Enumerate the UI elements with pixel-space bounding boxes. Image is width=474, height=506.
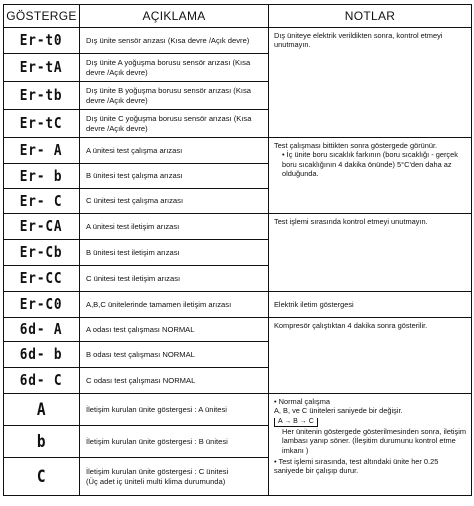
indicator-code: Er-CC — [20, 269, 63, 287]
note-text: Kompresör çalıştıktan 4 dakika sonra gösterilir. — [274, 321, 428, 330]
description-cell: B odası test çalışması NORMAL — [80, 342, 269, 368]
table-row — [4, 292, 472, 318]
description-cell: A odası test çalışması NORMAL — [80, 318, 269, 342]
note-cell — [269, 394, 472, 496]
description-cell: Dış ünite B yoğuşma borusu sensör arızası (Kısa devre /Açık devre) — [80, 82, 269, 110]
indicator-code: A — [36, 399, 47, 420]
description-cell: B ünitesi test iletişim arızası — [80, 240, 269, 266]
note-cell — [269, 138, 472, 214]
indicator-code: b — [36, 431, 47, 452]
indicator-code: 6d- A — [20, 320, 63, 338]
note-text: • İç ünite boru sıcaklık farkının (boru sıcaklığı - gerçek boru sıcaklığının 4 dakika önünde) 5°C'den daha az olduğunda. — [282, 150, 458, 179]
description-cell: Dış ünite C yoğuşma borusu sensör arızası (Kısa devre /Açık devre) — [80, 110, 269, 138]
description-cell: A ünitesi test çalışma arızası — [80, 138, 269, 164]
note-text: Test çalışması bittikten sonra göstergede görünür. — [274, 141, 438, 150]
indicator-code: Er- A — [20, 141, 63, 159]
description-cell: Dış ünite A yoğuşma borusu sensör arızası (Kısa devre /Açık devre) — [80, 54, 269, 82]
table-row — [4, 214, 472, 240]
indicator-code: 6d- b — [20, 345, 63, 363]
note-cell — [269, 28, 472, 138]
indicator-code: Er- C — [20, 191, 63, 210]
table-row — [4, 138, 472, 164]
note-text: • Test işlemi sırasında, test altındaki ünite her 0.25 saniyede bir çalışıp durur. — [274, 457, 439, 476]
note-text: Dış üniteye elektrik verildikten sonra, kontrol etmeyi unutmayın. — [274, 31, 443, 50]
description-cell: Dış ünite sensör arızası (Kısa devre /Açık devre) — [80, 28, 269, 54]
note-cell — [269, 292, 472, 318]
header-notes: NOTLAR — [269, 5, 472, 28]
description-cell: C odası test çalışması NORMAL — [80, 368, 269, 394]
header-row — [4, 5, 472, 28]
sequence-diagram: A → B → C — [274, 418, 318, 427]
header-description: AÇIKLAMA — [80, 5, 269, 28]
note-cell — [269, 318, 472, 394]
description-cell: A,B,C ünitelerinde tamamen iletişim arızası — [80, 292, 269, 318]
description-cell — [80, 458, 269, 496]
note-cell — [269, 214, 472, 292]
description-cell: İletişim kurulan ünite göstergesi : B ünitesi — [80, 426, 269, 458]
table-row — [4, 394, 472, 426]
note-text: A, B, ve C üniteleri saniyede bir değişir. — [274, 406, 403, 416]
indicator-code: Er-tA — [20, 58, 63, 76]
description-cell: A ünitesi test iletişim arızası — [80, 214, 269, 240]
indicator-code: Er-t0 — [20, 31, 63, 49]
header-indicator: GÖSTERGE — [4, 5, 80, 28]
indicator-code: 6d- C — [20, 371, 63, 389]
indicator-code: Er-tb — [20, 86, 63, 104]
note-text: Elektrik iletim göstergesi — [274, 299, 354, 309]
note-text: Her ünitenin göstergede gösterilmesinden sonra, iletişim lambası yanıp söner. (İleşitim durumunu kontrol etme imkanı ) — [282, 426, 467, 455]
table-row — [4, 318, 472, 342]
description-line: (Üç adet iç üniteli multi klima durumunda) — [86, 476, 226, 486]
indicator-code: Er- b — [20, 166, 63, 185]
indicator-code: Er-Cb — [20, 243, 63, 261]
description-cell: İletişim kurulan ünite göstergesi : A ünitesi — [80, 394, 269, 426]
indicator-code: C — [36, 466, 47, 487]
indicator-code: Er-tC — [20, 114, 63, 132]
description-cell: C ünitesi test çalışma arızası — [80, 189, 269, 214]
description-cell: B ünitesi test çalışma arızası — [80, 164, 269, 189]
description-cell: C ünitesi test iletişim arızası — [80, 266, 269, 292]
error-code-table — [3, 4, 472, 496]
note-text: • Normal çalışma — [274, 397, 330, 406]
description-line: İletişim kurulan ünite göstergesi : C ünitesi — [86, 466, 229, 476]
indicator-code: Er-CA — [20, 217, 63, 235]
note-text: Test işlemi sırasında kontrol etmeyi unutmayın. — [274, 217, 428, 226]
indicator-code: Er-C0 — [20, 295, 63, 313]
table-row — [4, 28, 472, 54]
